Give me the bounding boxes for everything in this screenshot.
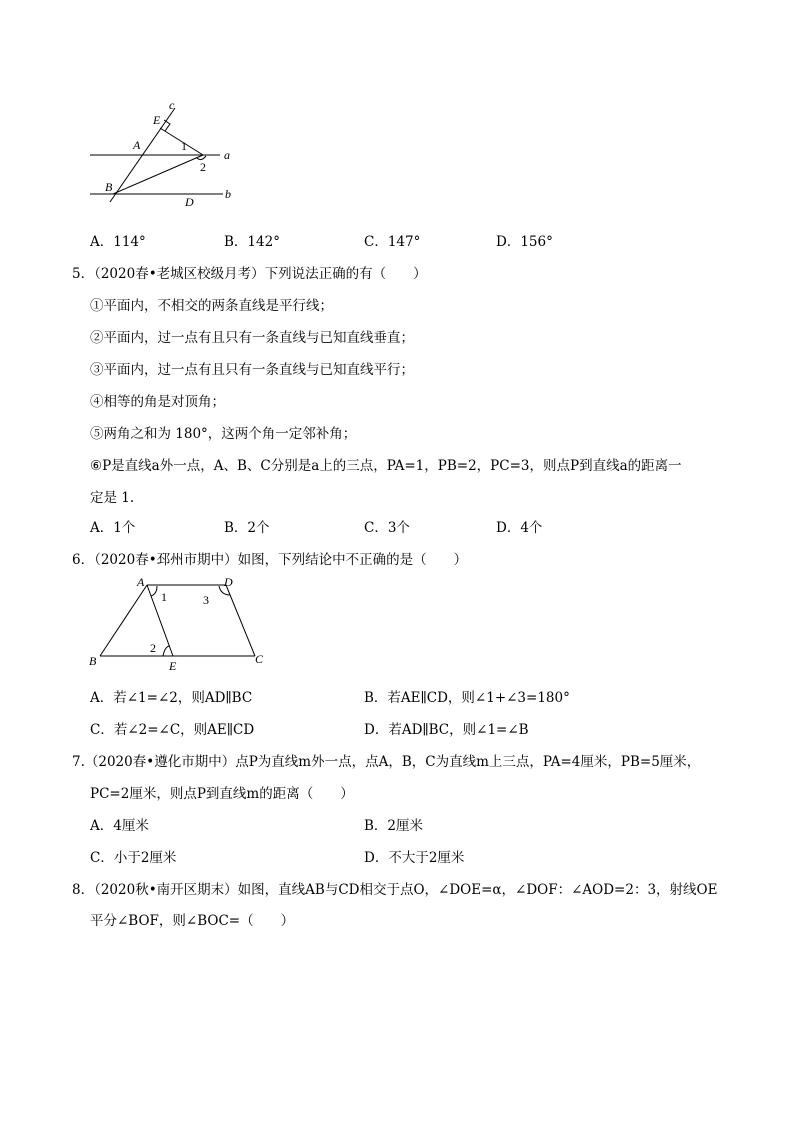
segment-BE-end [113, 155, 203, 194]
q4-option-c[interactable]: C．147° [364, 234, 421, 250]
q7-stem-line1: 7.（2020春•遵化市期中）点P为直线m外一点，点A，B，C为直线m上三点，PA=4厘米，PB=5厘米， [72, 754, 701, 770]
q6-option-a[interactable]: A．若∠1=∠2，则AD∥BC [90, 690, 253, 706]
label-a: a [224, 148, 230, 162]
q5-option-b[interactable]: B．2个 [224, 520, 270, 536]
q6-figure [85, 572, 275, 672]
q6-option-b[interactable]: B．若AE∥CD，则∠1+∠3=180° [364, 690, 570, 706]
angle-1-arc [151, 586, 157, 596]
label-C: C [255, 652, 264, 666]
right-angle-mark [164, 120, 170, 131]
q6-stem: 6．（2020春•邳州市期中）如图，下列结论中不正确的是（ ） [72, 552, 468, 568]
label-E: E [169, 659, 177, 672]
q5-item-1: ①平面内，不相交的两条直线是平行线； [90, 298, 333, 314]
q7-option-a[interactable]: A．4厘米 [90, 818, 149, 834]
q5-stem: 5．（2020春•老城区校级月考）下列说法正确的有（ ） [72, 266, 427, 282]
q7-stem-line2: PC=2厘米，则点P到直线m的距离（ ） [90, 786, 354, 802]
q5-item-4: ④相等的角是对顶角； [90, 394, 225, 410]
q4-figure [85, 98, 245, 210]
q7-option-c[interactable]: C．小于2厘米 [90, 850, 177, 866]
label-c: c [169, 98, 175, 112]
q5-item-2: ②平面内，过一点有且只有一条直线与已知直线垂直； [90, 330, 414, 346]
label-B: B [89, 654, 97, 668]
q4-option-a[interactable]: A．114° [90, 234, 146, 250]
q4-option-b[interactable]: B．142° [224, 234, 280, 250]
q5-option-c[interactable]: C．3个 [364, 520, 410, 536]
q6-option-c[interactable]: C．若∠2=∠C，则AE∥CD [90, 722, 255, 738]
q8-stem-line1: 8．（2020秋•南开区期末）如图，直线AB与CD相交于点O，∠DOE=α，∠DOF：∠AOD=2：3，射线OE [72, 882, 718, 898]
segment-AB [100, 585, 147, 656]
label-E: E [153, 113, 161, 127]
q4-option-d[interactable]: D．156° [496, 234, 553, 250]
q7-option-d[interactable]: D．不大于2厘米 [364, 850, 465, 866]
label-A: A [137, 575, 145, 589]
label-b: b [225, 187, 231, 201]
label-B: B [105, 180, 113, 194]
q5-item-6-cont: 定是 1. [90, 490, 135, 506]
segment-DC [226, 585, 255, 656]
label-2: 2 [200, 160, 206, 174]
label-A: A [133, 138, 141, 152]
q8-stem-line2: 平分∠BOF，则∠BOC=（ ） [90, 913, 295, 929]
q5-option-a[interactable]: A．1个 [90, 520, 136, 536]
q7-option-b[interactable]: B．2厘米 [364, 818, 424, 834]
q6-option-d[interactable]: D．若AD∥BC，则∠1=∠B [364, 722, 529, 738]
label-2: 2 [150, 641, 156, 655]
angle-2-arc [163, 646, 170, 656]
label-D: D [185, 195, 194, 209]
label-D: D [224, 575, 233, 589]
label-1: 1 [161, 590, 167, 604]
q5-item-3: ③平面内，过一点有且只有一条直线与已知直线平行； [90, 362, 414, 378]
q5-item-5: ⑤两角之和为 180°，这两个角一定邻补角； [90, 426, 357, 442]
q5-item-6: ⑥P是直线a外一点，A、B、C分别是a上的三点，PA=1，PB=2，PC=3，则点P到直线a的距离一 [90, 458, 682, 474]
q5-option-d[interactable]: D．4个 [496, 520, 543, 536]
label-1: 1 [181, 139, 187, 153]
label-3: 3 [203, 593, 209, 607]
